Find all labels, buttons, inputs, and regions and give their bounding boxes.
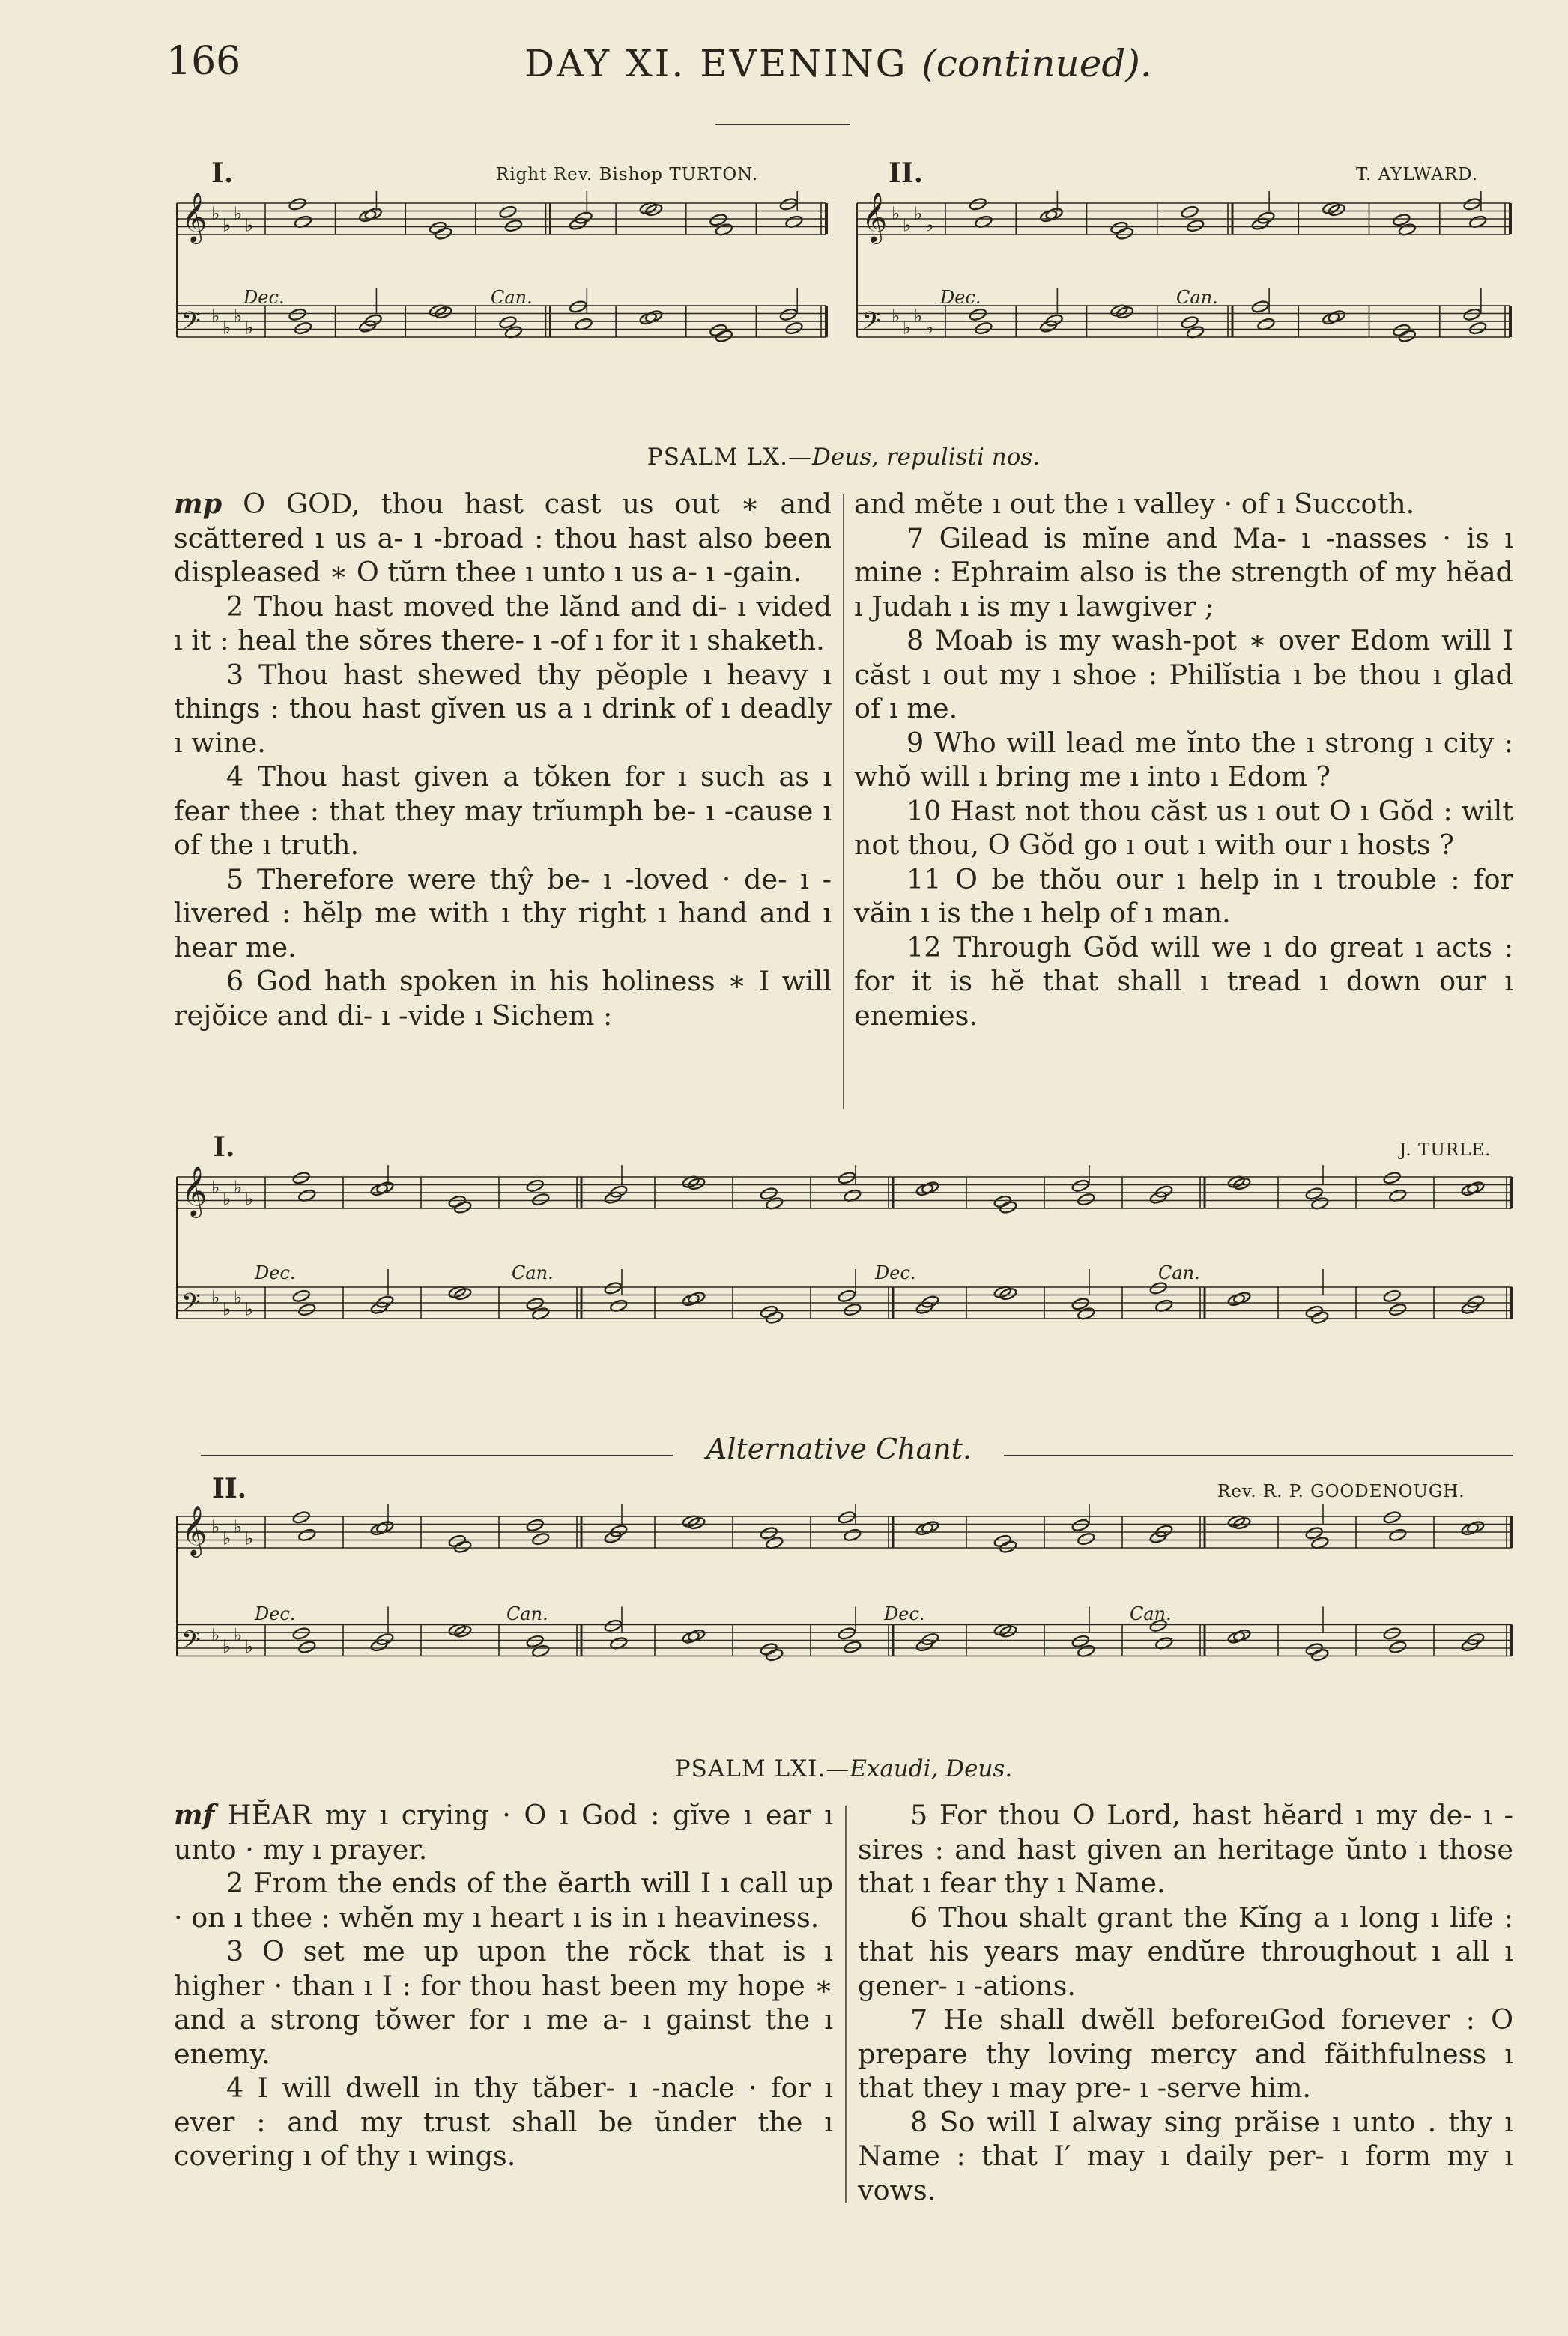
- composer-1: Right Rev. Bishop TURTON.: [496, 165, 759, 184]
- label-dec: Dec.: [243, 287, 285, 308]
- flat-icon: ♭: [925, 214, 934, 236]
- flat-icon: ♭: [211, 1286, 220, 1308]
- note-head: [1468, 321, 1487, 336]
- bass-clef-icon: 𝄢: [181, 1289, 201, 1323]
- flat-icon: ♭: [234, 202, 243, 224]
- note-head: [609, 1524, 628, 1538]
- composer-2: T. AYLWARD.: [1356, 165, 1479, 184]
- note-head: [1383, 1510, 1402, 1525]
- note-head: [434, 226, 452, 240]
- note-head: [779, 197, 798, 211]
- note-head: [838, 1289, 856, 1303]
- flat-icon: ♭: [245, 317, 254, 339]
- flat-icon: ♭: [234, 305, 243, 327]
- flat-icon: ♭: [223, 1298, 231, 1320]
- note-head: [838, 1510, 856, 1525]
- note-head: [1310, 1648, 1329, 1662]
- flat-icon: ♭: [245, 1636, 254, 1657]
- note-head: [604, 1281, 623, 1295]
- verse: 3 Thou hast shewed thy pĕople ı heavy ı things : thou hast gĭven us a ı drink of ı deadly ı wine.: [174, 658, 832, 759]
- flat-icon: ♭: [223, 1528, 231, 1549]
- note-head: [1256, 211, 1275, 225]
- note-head: [921, 1633, 939, 1647]
- verse: 8 Moab is my wash-pot ∗ over Edom will I căst ı out my ı shoe : Philĭstia ı be thou ı glad of ı me.: [854, 624, 1513, 724]
- note-head: [569, 300, 587, 314]
- note-head: [292, 1627, 311, 1641]
- note-head: [1116, 226, 1134, 240]
- note-head: [288, 307, 307, 321]
- bass-clef-icon: 𝄢: [862, 307, 881, 342]
- note-head: [1071, 1518, 1090, 1532]
- label-can: Can.: [1158, 1262, 1200, 1283]
- verse: 3 O set me up upon the rŏck that is ı higher · than ı I : for thou hast been my hope ∗ and a strong tŏwer for ı me a- ı gainst the ı enemy.: [174, 1935, 833, 2070]
- flat-icon: ♭: [211, 1176, 220, 1198]
- flat-icon: ♭: [223, 214, 231, 236]
- verse: 6 God hath spoken in his holiness ∗ I will rejŏice and di- ı -vide ı Sichem :: [174, 965, 832, 1032]
- verse: 9 Who will lead me ĭnto the ı strong ı city : whŏ will ı bring me ı into ı Edom ?: [854, 726, 1513, 793]
- verse: 6 Thou shalt grant the Kĭng a ı long ı life : that his years may endŭre throughout ı all ı gener- ı -ations.: [858, 1901, 1513, 2002]
- note-head: [1077, 1193, 1095, 1207]
- note-head: [779, 307, 798, 321]
- note-head: [1181, 205, 1199, 219]
- note-head: [609, 1184, 628, 1199]
- flat-icon: ♭: [234, 1176, 243, 1198]
- note-head: [1398, 329, 1417, 343]
- label-can: Can.: [512, 1262, 554, 1283]
- flat-icon: ♭: [234, 1286, 243, 1308]
- note-head: [575, 211, 593, 225]
- note-head: [1071, 1178, 1090, 1193]
- treble-clef-icon: 𝄞: [181, 1165, 208, 1216]
- note-head: [1388, 1303, 1407, 1317]
- note-head: [999, 1200, 1017, 1214]
- note-head: [838, 1171, 856, 1185]
- rule-right: [1004, 1455, 1513, 1456]
- treble-clef-icon: 𝄞: [181, 191, 208, 242]
- alternative-chant-heading: Alternative Chant.: [706, 1432, 972, 1465]
- flat-icon: ♭: [892, 202, 900, 224]
- note-head: [1154, 1184, 1173, 1199]
- note-head: [453, 1200, 472, 1214]
- flat-icon: ♭: [211, 1516, 220, 1537]
- note-head: [1463, 197, 1482, 211]
- note-head: [1154, 1524, 1173, 1538]
- label-dec: Dec.: [875, 1262, 916, 1283]
- label-dec: Dec.: [255, 1603, 296, 1624]
- flat-icon: ♭: [914, 202, 923, 224]
- verse: mf HĔAR my ı crying · O ı God : gĭve ı ear ı unto · my ı prayer.: [174, 1799, 833, 1866]
- flat-icon: ♭: [914, 305, 923, 327]
- note-head: [292, 1171, 311, 1185]
- treble-clef-icon: 𝄞: [181, 1504, 208, 1555]
- note-head: [604, 1618, 623, 1633]
- note-head: [974, 321, 993, 336]
- column-divider: [845, 1806, 847, 2203]
- label-dec: Dec.: [884, 1603, 925, 1624]
- flat-icon: ♭: [223, 1636, 231, 1657]
- verse: 8 So will I alway sing prăise ı unto . thy ı Name : that I′ may ı daily per- ı form my ı vows.: [858, 2105, 1513, 2206]
- note-head: [288, 197, 307, 211]
- rule-left: [201, 1455, 673, 1456]
- column-divider: [843, 494, 844, 1109]
- chant-number-goodenough: II.: [212, 1473, 247, 1504]
- psalm-60-left-column: [174, 487, 832, 1032]
- note-head: [1388, 1640, 1407, 1654]
- composer-turle: J. TURLE.: [1399, 1140, 1492, 1160]
- note-head: [504, 219, 523, 233]
- flat-icon: ♭: [211, 305, 220, 327]
- music-score-turle: [174, 1165, 1515, 1382]
- note-head: [375, 1633, 394, 1647]
- verse: 7 He shall dwĕll beforeıGod forıever : O prepare thy loving mercy and făithfulness ı that they ı may pre- ı -serve him.: [858, 2003, 1513, 2104]
- note-head: [969, 307, 987, 321]
- verse: 12 Through Gŏd will we ı do great ı acts : for it is hĕ that shall ı tread ı down our ı enemies.: [854, 931, 1513, 1032]
- psalm-61-heading: PSALM LXI.—Exaudi, Deus.: [674, 1755, 1013, 1782]
- flat-icon: ♭: [245, 1298, 254, 1320]
- label-can: Can.: [491, 287, 533, 308]
- verse: 5 Therefore were thŷ be- ı -loved · de- ı -livered : hĕlp me with ı thy right ı hand and ı hear me.: [174, 862, 832, 963]
- note-head: [1045, 313, 1064, 327]
- note-head: [765, 1648, 784, 1662]
- note-head: [292, 1510, 311, 1525]
- bass-clef-icon: 𝄢: [181, 307, 201, 342]
- flat-icon: ♭: [903, 317, 912, 339]
- verse: 2 From the ends of the ĕarth will I ı call up · on ı thee : whĕn my ı heart ı is in ı heaviness.: [174, 1867, 833, 1934]
- label-can: Can.: [1176, 287, 1218, 308]
- note-head: [785, 321, 804, 336]
- note-head: [1077, 1532, 1095, 1546]
- note-head: [1383, 1289, 1402, 1303]
- note-head: [375, 1295, 394, 1309]
- label-can: Can.: [1130, 1603, 1172, 1624]
- note-head: [1466, 1295, 1485, 1309]
- note-head: [499, 205, 518, 219]
- flat-icon: ♭: [892, 305, 900, 327]
- verse: 2 Thou hast moved the lănd and di- ı vided ı it : heal the sŏres there- ı -of ı for it ı shaketh.: [174, 590, 832, 656]
- page-title: DAY XI. EVENING (continued).: [524, 42, 1152, 85]
- note-head: [531, 1532, 550, 1546]
- chant-number-2: II.: [889, 157, 924, 189]
- flat-icon: ♭: [223, 317, 231, 339]
- treble-clef-icon: 𝄞: [862, 191, 888, 242]
- flat-icon: ♭: [234, 1624, 243, 1646]
- note-head: [526, 1518, 545, 1532]
- note-head: [297, 1640, 316, 1654]
- label-dec: Dec.: [255, 1262, 296, 1283]
- verse: mp O GOD, thou hast cast us out ∗ and scăttered ı us a- ı -broad : thou hast also been displeased ∗ O tŭrn thee ı unto ı us a- ı -gain.: [174, 488, 832, 588]
- bass-clef-icon: 𝄢: [181, 1626, 201, 1661]
- note-head: [838, 1627, 856, 1641]
- note-head: [999, 1540, 1017, 1554]
- note-head: [453, 1540, 472, 1554]
- note-head: [294, 321, 312, 336]
- flat-icon: ♭: [245, 1188, 254, 1210]
- header-rule: [715, 124, 850, 125]
- label-can: Can.: [506, 1603, 548, 1624]
- psalm-60-right-column: [854, 487, 1513, 1032]
- note-head: [1383, 1171, 1402, 1185]
- verse: 5 For thou O Lord, hast hĕard ı my de- ı -sires : and hast given an heritage ŭnto ı those that ı fear thy ı Name.: [858, 1799, 1513, 1899]
- chant-number-turle: I.: [213, 1131, 235, 1163]
- note-head: [1466, 1633, 1485, 1647]
- flat-icon: ♭: [903, 214, 912, 236]
- psalm-60-heading: PSALM LX.—Deus, repulisti nos.: [647, 444, 1041, 470]
- note-head: [292, 1289, 311, 1303]
- flat-icon: ♭: [211, 1624, 220, 1646]
- psalm-61-right-column: [858, 1798, 1513, 2207]
- note-head: [765, 1310, 784, 1325]
- note-head: [1383, 1627, 1402, 1641]
- note-head: [1463, 307, 1482, 321]
- note-head: [1310, 1310, 1329, 1325]
- verse: 11 O be thŏu our ı help in ı trouble : for văin ı is the ı help of ı man.: [854, 862, 1513, 929]
- flat-icon: ♭: [211, 202, 220, 224]
- page-number: 166: [166, 39, 241, 84]
- note-head: [843, 1640, 862, 1654]
- composer-goodenough: Rev. R. P. GOODENOUGH.: [1217, 1482, 1465, 1501]
- verse: 4 Thou hast given a tŏken for ı such as ı fear thee : that they may trĭumph be- ı -cause ı of the ı truth.: [174, 760, 832, 861]
- note-head: [526, 1178, 545, 1193]
- note-head: [531, 1193, 550, 1207]
- note-head: [969, 197, 987, 211]
- verse: 7 Gilead is mĭne and Ma- ı -nasses · is ı mine : Ephraim also is the strength of my hĕad ı Judah ı is my ı lawgiver ;: [854, 521, 1513, 623]
- label-dec: Dec.: [940, 287, 981, 308]
- verse: 4 I will dwell in thy tăber- ı -nacle · for ı ever : and my trust shall be ŭnder the ı covering ı of thy ı wings.: [174, 2072, 833, 2172]
- flat-icon: ♭: [925, 317, 934, 339]
- note-head: [1251, 300, 1270, 314]
- music-score-goodenough: [174, 1504, 1515, 1718]
- psalm-61-left-column: [174, 1798, 833, 2173]
- flat-icon: ♭: [245, 1528, 254, 1549]
- note-head: [364, 313, 383, 327]
- chant-number-1: I.: [211, 157, 234, 189]
- note-head: [921, 1295, 939, 1309]
- flat-icon: ♭: [234, 1516, 243, 1537]
- note-head: [297, 1303, 316, 1317]
- verse: 10 Hast not thou căst us ı out O ı Gŏd : wilt not thou, O Gŏd go ı out ı with our ı hosts ?: [854, 794, 1513, 861]
- note-head: [715, 329, 733, 343]
- note-head: [843, 1303, 862, 1317]
- verse: and mĕte ı out the ı valley · of ı Succoth.: [854, 488, 1415, 520]
- flat-icon: ♭: [245, 214, 254, 236]
- flat-icon: ♭: [223, 1188, 231, 1210]
- note-head: [1186, 219, 1205, 233]
